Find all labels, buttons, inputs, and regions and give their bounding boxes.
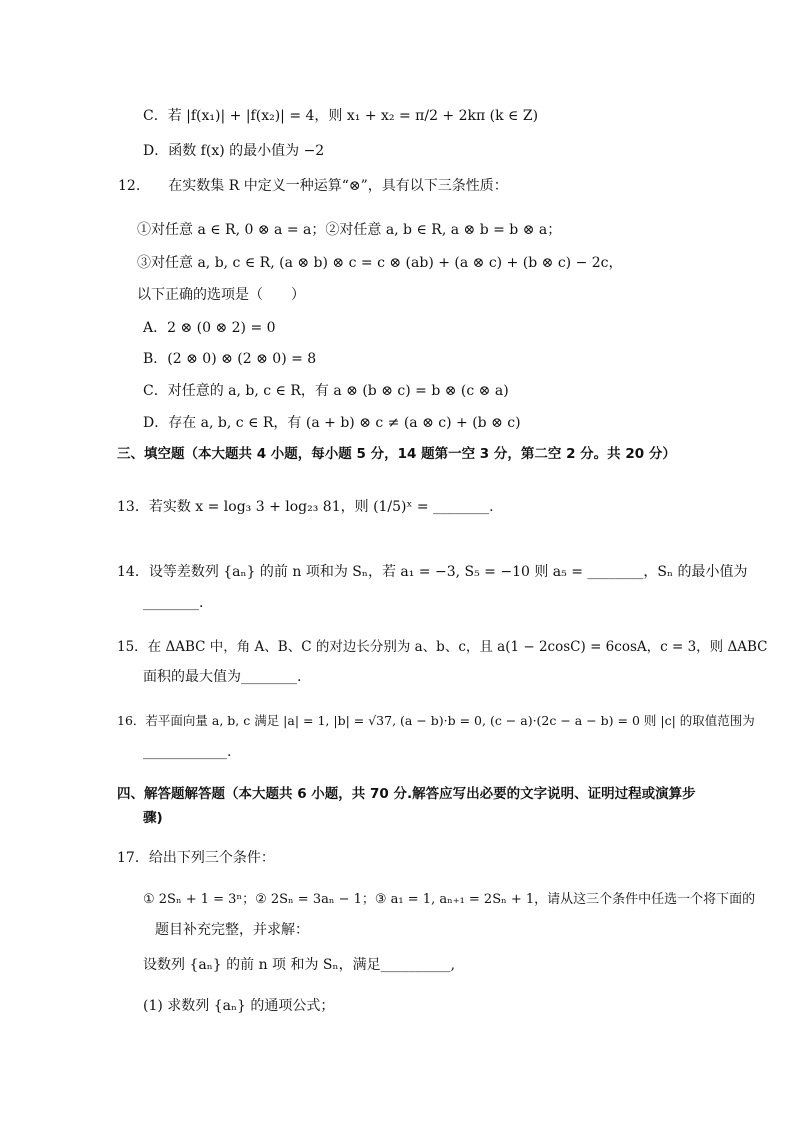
question-12-option-d: D．存在 a, b, c ∈ R，有 (a + b) ⊗ c ≠ (a ⊗ c) + (b ⊗ c) — [143, 415, 521, 431]
question-17-conditions-continuation: 题目补充完整，并求解： — [155, 922, 309, 938]
question-12-property-1-2: ①对任意 a ∈ R, 0 ⊗ a = a；②对任意 a, b ∈ R, a ⊗ b = b ⊗ a； — [137, 222, 562, 238]
option-d-q11: D．函数 f(x) 的最小值为 −2 — [143, 143, 325, 159]
question-15: 15．在 ΔABC 中，角 A、B、C 的对边长分别为 a、b、c，且 a(1 − 2cosC) = 6cosA，c = 3，则 ΔABC — [117, 639, 768, 655]
question-12-option-c: C．对任意的 a, b, c ∈ R，有 a ⊗ (b ⊗ c) = b ⊗ (c ⊗ a) — [143, 383, 509, 399]
question-17-stem: 17．给出下列三个条件： — [117, 850, 275, 866]
question-12-prompt: 以下正确的选项是（ ） — [137, 287, 305, 303]
question-12-property-3: ③对任意 a, b, c ∈ R, (a ⊗ b) ⊗ c = c ⊗ (ab) + (a ⊗ c) + (b ⊗ c) − 2c， — [137, 255, 623, 271]
question-14-continuation: ________. — [143, 595, 204, 611]
question-17-conditions: ① 2Sₙ + 1 = 3ⁿ；② 2Sₙ = 3aₙ − 1；③ a₁ = 1, aₙ₊₁ = 2Sₙ + 1，请从这三个条件中任选一个将下面的 — [143, 892, 756, 907]
option-c-q11: C．若 |f(x₁)| + |f(x₂)| = 4，则 x₁ + x₂ = π/2 + 2kπ (k ∈ Z) — [143, 108, 539, 124]
section-4-heading: 四、解答题解答题（本大题共 6 小题，共 70 分.解答应写出必要的文字说明、证明过程或演算步 — [117, 786, 696, 802]
question-12-option-b: B．(2 ⊗ 0) ⊗ (2 ⊗ 0) = 8 — [143, 351, 317, 367]
question-16: 16．若平面向量 a, b, c 满足 |a| = 1, |b| = √37, (a − b)·b = 0, (c − a)·(2c − a − b) = 0 则 |c| 的取值范围为 — [117, 713, 755, 728]
question-15-continuation: 面积的最大值为________. — [143, 669, 302, 685]
question-16-continuation: ____________. — [143, 744, 232, 760]
question-12-stem: 12. 在实数集 R 中定义一种运算“⊗”，具有以下三条性质： — [118, 178, 508, 194]
question-17-setup: 设数列 {aₙ} 的前 n 项 和为 Sₙ，满足__________, — [143, 957, 456, 973]
section-4-heading-continuation: 骤) — [143, 810, 163, 826]
section-3-heading: 三、填空题（本大题共 4 小题，每小题 5 分，14 题第一空 3 分，第二空 2 分。共 20 分） — [117, 446, 676, 462]
question-14: 14．设等差数列 {aₙ} 的前 n 项和为 Sₙ，若 a₁ = −3, S₅ = −10 则 a₅ = ________，Sₙ 的最小值为 — [117, 564, 748, 580]
question-17-part-1: (1) 求数列 {aₙ} 的通项公式； — [143, 998, 335, 1014]
question-13: 13．若实数 x = log₃ 3 + log₂₃ 81，则 (1/5)ˣ = ________. — [117, 499, 494, 515]
question-12-option-a: A．2 ⊗ (0 ⊗ 2) = 0 — [143, 320, 276, 336]
